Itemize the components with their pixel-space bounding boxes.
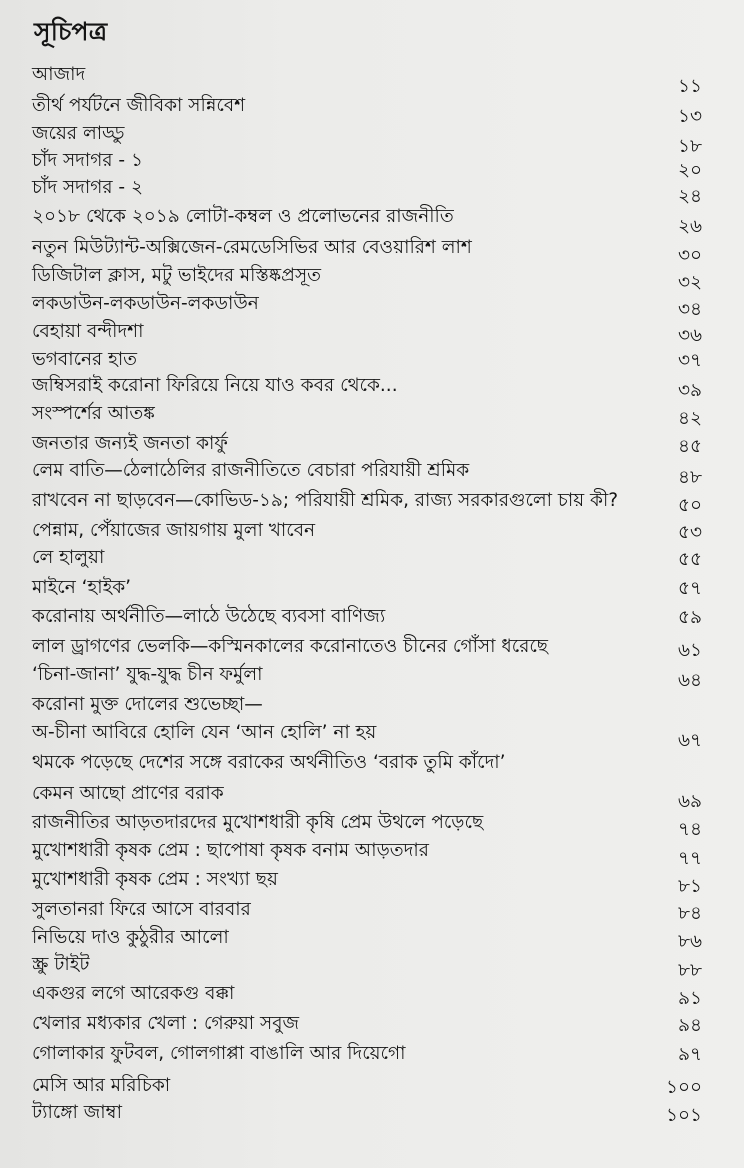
toc-entry-page-number: ৮৪ [677, 903, 702, 924]
toc-entry-title: জয়ের লাড্ডু [32, 123, 125, 144]
toc-entry-page-number: ৪২ [677, 408, 702, 429]
toc-entry-page-number: ৯১ [677, 988, 702, 1009]
toc-entry-title: জনতার জন্যই জনতা কার্ফু [32, 433, 228, 454]
toc-entry-title: অ-চীনা আবিরে হোলি যেন ‘আন হোলি’ না হয় [32, 722, 377, 743]
toc-entry-title: মুখোশধারী কৃষক প্রেম : সংখ্যা ছয় [32, 869, 278, 890]
toc-entry-title: ডিজিটাল ক্লাস, মটু ভাইদের মস্তিষ্কপ্রসূত [32, 265, 322, 286]
toc-entry-title: গোলাকার ফুটবল, গোলগাপ্পা বাঙালি আর দিয়েগো [32, 1043, 406, 1064]
toc-entry-title: লেম বাতি—ঠেলাঠেলির রাজনীতিতে বেচারা পরিযায়ী শ্রমিক [32, 460, 470, 481]
toc-entry-page-number: ৮১ [677, 876, 702, 897]
toc-entry-page-number: ৫৫ [677, 549, 702, 570]
toc-entry-title: সংস্পর্শের আতঙ্ক [32, 403, 155, 424]
toc-entry-title: ‘চিনা-জানা’ যুদ্ধ-যুদ্ধ চীন ফর্মুলা [32, 664, 263, 685]
toc-entry-title: চাঁদ সদাগর - ২ [32, 177, 144, 198]
toc-entry-page-number: ৬১ [677, 640, 702, 661]
toc-entry-page-number: ৩৯ [677, 380, 702, 401]
toc-entry-title: কেমন আছো প্রাণের বরাক [32, 783, 224, 804]
toc-entry-page-number: ১১ [677, 76, 702, 97]
toc-entry-page-number: ৬৯ [677, 791, 702, 812]
toc-entry-page-number: ৩৭ [677, 350, 702, 371]
toc-entry-page-number: ৩৪ [677, 299, 702, 320]
toc-entry-page-number: ৫৩ [677, 522, 702, 543]
toc-entry-title: লকডাউন-লকডাউন-লকডাউন [32, 293, 259, 314]
toc-entry-page-number: ৯৭ [677, 1044, 702, 1065]
toc-entry-title: নিভিয়ে দাও কুঠুরীর আলো [32, 927, 229, 948]
toc-entry-title: থমকে পড়েছে দেশের সঙ্গে বরাকের অর্থনীতিও ‘বরাক তুমি কাঁদো’ [32, 752, 506, 773]
toc-entry-page-number: ৮৬ [677, 931, 702, 952]
toc-entry-title: পেন্নাম, পেঁয়াজের জায়গায় মুলা খাবেন [32, 520, 316, 541]
toc-entry-title: মাইনে ‘হাইক’ [32, 577, 132, 598]
toc-entry-title: চাঁদ সদাগর - ১ [32, 150, 143, 171]
toc-entry-page-number: ২৪ [677, 186, 702, 207]
toc-entry-title: ২০১৮ থেকে ২০১৯ লোটা-কম্বল ও প্রলোভনের রাজনীতি [32, 206, 454, 227]
toc-entry-title: লাল ড্রাগণের ভেলকি—কস্মিনকালের করোনাতেও চীনের গোঁসা ধরেছে [32, 636, 549, 657]
toc-entry-page-number: ৯৪ [677, 1015, 702, 1036]
toc-entry-title: মেসি আর মরিচিকা [32, 1075, 171, 1096]
toc-entry-title: লে হালুয়া [32, 547, 105, 568]
toc-entry-page-number: ৬৭ [677, 730, 702, 751]
toc-entry-page-number: ১৮ [677, 136, 702, 157]
toc-entry-page-number: ১০১ [665, 1105, 702, 1126]
toc-entry-title: ভগবানের হাত [32, 349, 138, 370]
toc-entry-title: রাজনীতির আড়তদারদের মুখোশধারী কৃষি প্রেম উথলে পড়েছে [32, 812, 484, 833]
toc-entry-page-number: ১০০ [665, 1077, 702, 1098]
toc-entry-title: নতুন মিউট্যান্ট-অক্সিজেন-রেমডেসিভির আর বেওয়ারিশ লাশ [32, 237, 472, 258]
toc-entry-page-number: ৮৮ [677, 960, 702, 981]
toc-entry-title: স্ক্রু টাইট [32, 954, 90, 975]
toc-entry-title: করোনায় অর্থনীতি—লাঠে উঠেছে ব্যবসা বাণিজ্য [32, 606, 386, 627]
toc-entry-page-number: ৬৪ [677, 670, 702, 691]
toc-entry-title: তীর্থ পর্যটনে জীবিকা সন্নিবেশ [32, 95, 246, 116]
toc-entry-page-number: ৫০ [677, 495, 702, 516]
toc-entry-page-number: ৪৮ [677, 467, 702, 488]
toc-entry-page-number: ৩০ [677, 245, 702, 266]
toc-entry-page-number: ৭৪ [677, 819, 702, 840]
page-title: সূচিপত্র [34, 17, 108, 46]
toc-entry-title: বেহায়া বন্দীদশা [32, 321, 144, 342]
toc-entry-title: রাখবেন না ছাড়বেন—কোভিড-১৯; পরিযায়ী শ্রমিক, রাজ্য সরকারগুলো চায় কী? [32, 490, 619, 511]
toc-entry-page-number: ১৩ [677, 106, 702, 127]
toc-entry-page-number: ৩২ [677, 272, 702, 293]
toc-entry-page-number: ৩৬ [677, 325, 702, 346]
toc-entry-title: আজাদ [32, 64, 86, 85]
toc-entry-page-number: ৭৭ [677, 848, 702, 869]
toc-entry-title: জম্বিসরাই করোনা ফিরিয়ে নিয়ে যাও কবর থেকে... [32, 375, 398, 396]
toc-entry-page-number: ৫৯ [677, 607, 702, 628]
toc-entry-title: খেলার মধ্যকার খেলা : গেরুয়া সবুজ [32, 1013, 300, 1034]
toc-entry-page-number: ৫৭ [677, 578, 702, 599]
toc-entry-page-number: ২০ [677, 160, 702, 181]
toc-entry-page-number: ৪৫ [677, 436, 702, 457]
toc-entry-page-number: ২৬ [677, 216, 702, 237]
toc-entry-title: একগুর লগে আরেকগু বক্কা [32, 983, 235, 1004]
toc-entry-title: করোনা মুক্ত দোলের শুভেচ্ছা— [32, 694, 263, 715]
toc-entry-title: ট্যাঙ্গো জাম্বা [32, 1102, 122, 1123]
toc-entry-title: মুখোশধারী কৃষক প্রেম : ছাপোষা কৃষক বনাম আড়তদার [32, 840, 429, 861]
toc-entry-title: সুলতানরা ফিরে আসে বারবার [32, 899, 251, 920]
